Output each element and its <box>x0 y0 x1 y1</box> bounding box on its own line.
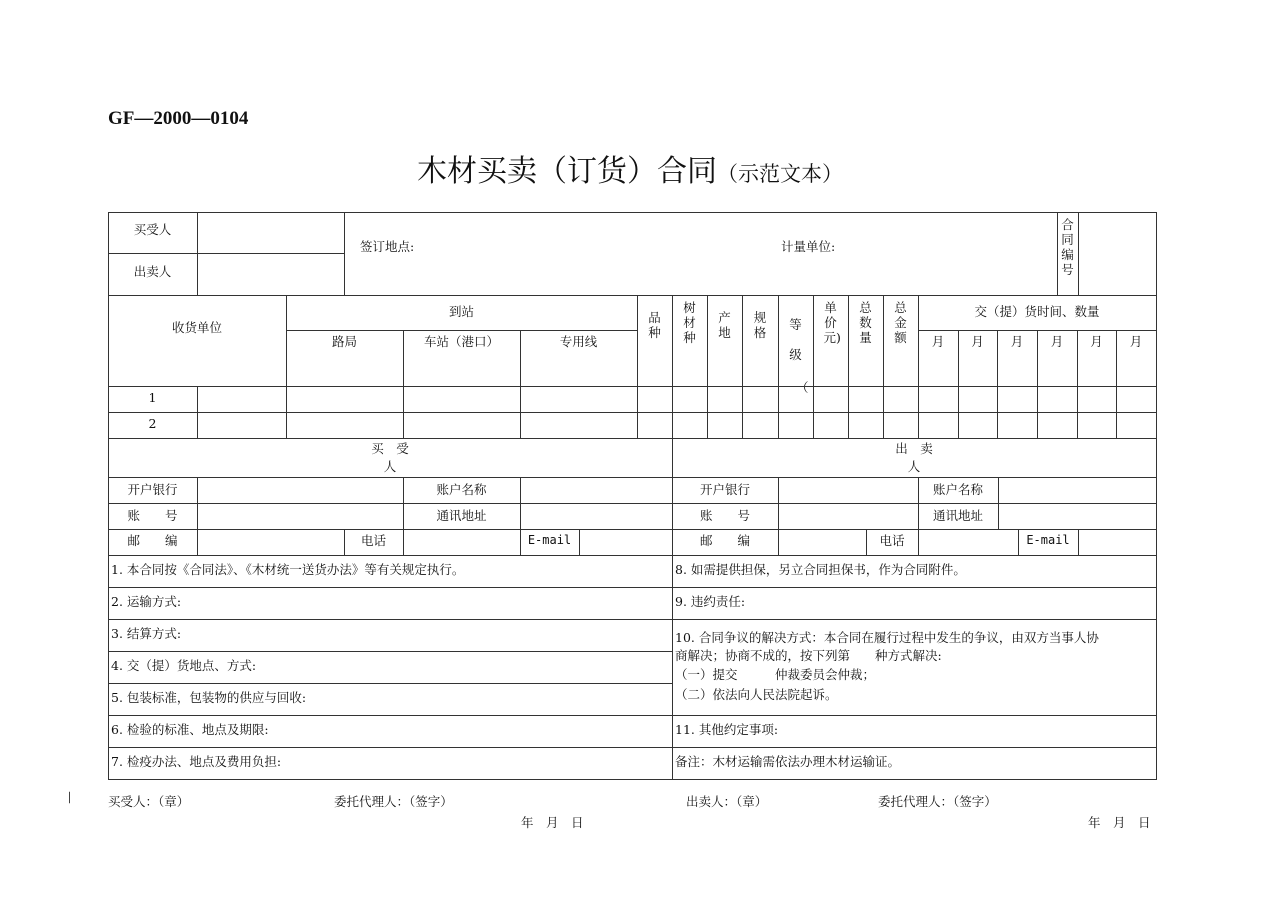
term-3: 3. 结算方式: <box>111 626 182 641</box>
origin-label: 产地 <box>718 310 731 340</box>
goods-row-1-cell[interactable] <box>997 386 1038 413</box>
goods-row-2-cell[interactable] <box>1116 412 1157 439</box>
railway-label: 路局 <box>331 334 357 349</box>
buyer-header-label: 买 受 <box>371 441 409 456</box>
term-3-cell[interactable] <box>108 619 673 652</box>
grade-paren: （ <box>796 380 809 395</box>
total-amount-label: 总金额 <box>894 300 907 345</box>
buyer-date: 年 月 日 <box>521 815 584 830</box>
buyer-bank-label: 开户银行 <box>127 482 178 497</box>
seller-account-no-label: 账 号 <box>699 508 750 523</box>
buyer-account-no-field[interactable] <box>197 503 404 530</box>
goods-row-1-cell[interactable] <box>742 386 779 413</box>
goods-row-2-cell[interactable] <box>637 412 673 439</box>
seller-email-label: E-mail <box>1026 533 1070 547</box>
sign-place-label: 签订地点: <box>360 239 415 254</box>
goods-row-2-cell[interactable] <box>1037 412 1078 439</box>
goods-row-1-cell[interactable] <box>883 386 919 413</box>
goods-row-2-cell[interactable] <box>848 412 884 439</box>
term-1: 1. 本合同按《合同法》、《木材统一送货办法》等有关规定执行。 <box>111 562 465 577</box>
term-2: 2. 运输方式: <box>111 594 182 609</box>
buyer-account-name-field[interactable] <box>520 477 673 504</box>
buyer-label: 买受人 <box>133 222 172 237</box>
goods-row-1-cell[interactable] <box>707 386 743 413</box>
page-title <box>0 146 1260 190</box>
buyer-email-label: E-mail <box>527 533 572 547</box>
seller-address-field[interactable] <box>998 503 1157 530</box>
buyer-email-field[interactable] <box>579 529 673 556</box>
grade-label: 等级 <box>789 317 802 362</box>
contract-no-label: 合同编号 <box>1061 217 1074 277</box>
seller-address-label: 通讯地址 <box>932 508 983 523</box>
goods-row-1-cell[interactable] <box>813 386 849 413</box>
receiver-label: 收货单位 <box>171 320 222 335</box>
seller-sign: 出卖人：（章） <box>686 794 768 809</box>
buyer-account-no-label: 账 号 <box>127 508 178 523</box>
goods-row-1-cell[interactable] <box>197 386 287 413</box>
species-label: 树材种 <box>683 300 696 345</box>
goods-row-1-cell[interactable] <box>637 386 673 413</box>
note: 备注：木材运输需依法办理木材运输证。 <box>675 754 901 769</box>
term-5: 5. 包装标准，包装物的供应与回收: <box>111 690 307 705</box>
variety-label-cell <box>637 295 673 387</box>
contract-no-field[interactable] <box>1078 212 1157 296</box>
buyer-phone-label: 电话 <box>360 533 386 548</box>
seller-header-label-2: 人 <box>907 459 921 474</box>
buyer-phone-field[interactable] <box>403 529 521 556</box>
buyer-address-field[interactable] <box>520 503 673 530</box>
goods-row-1-cell[interactable] <box>403 386 521 413</box>
sign-place-cell <box>344 212 1058 296</box>
goods-row-2-cell[interactable] <box>958 412 998 439</box>
goods-row-2-cell[interactable] <box>813 412 849 439</box>
buyer-address-label: 通讯地址 <box>436 508 487 523</box>
seller-account-no-field[interactable] <box>778 503 919 530</box>
goods-row-2-cell[interactable] <box>997 412 1038 439</box>
term-11: 11. 其他约定事项: <box>675 722 779 737</box>
goods-row-1-cell[interactable] <box>848 386 884 413</box>
buyer-agent-sign: 委托代理人：（签字） <box>334 794 453 809</box>
spec-label-cell <box>742 295 779 387</box>
goods-row-1-cell[interactable] <box>520 386 638 413</box>
goods-row-2-cell[interactable] <box>1077 412 1117 439</box>
goods-row-1-cell[interactable] <box>672 386 708 413</box>
line-label: 专用线 <box>559 334 598 349</box>
seller-agent-sign: 委托代理人：（签字） <box>878 794 997 809</box>
measure-unit-label: 计量单位: <box>781 239 836 254</box>
contract-form <box>108 212 1156 780</box>
receiver-header <box>108 295 287 387</box>
month-label-1: 月 <box>931 334 945 349</box>
goods-row-2-cell[interactable] <box>918 412 959 439</box>
buyer-name-field[interactable] <box>197 212 345 254</box>
month-label-4: 月 <box>1050 334 1064 349</box>
goods-row-2-cell[interactable] <box>883 412 919 439</box>
total-qty-label: 总数量 <box>859 300 872 345</box>
goods-row-2-cell[interactable] <box>778 412 814 439</box>
seller-account-name-field[interactable] <box>998 477 1157 504</box>
goods-row-1-cell[interactable] <box>778 386 814 413</box>
term-7: 7. 检疫办法、地点及费用负担: <box>111 754 282 769</box>
term-10-line-2: 商解决；协商不成的，按下列第 种方式解决: <box>675 648 942 663</box>
seller-postcode-label: 邮 编 <box>699 533 750 548</box>
seller-header-label: 出 卖 <box>895 441 933 456</box>
goods-row-1-cell[interactable] <box>1077 386 1117 413</box>
buyer-postcode-label: 邮 编 <box>127 533 178 548</box>
title-main: 木材买卖（订货）合同 <box>417 154 717 189</box>
goods-row-2-cell[interactable] <box>707 412 743 439</box>
seller-account-name-label: 账户名称 <box>932 482 983 497</box>
goods-row-1-cell[interactable] <box>1116 386 1157 413</box>
term-8: 8. 如需提供担保，另立合同担保书，作为合同附件。 <box>675 562 966 577</box>
goods-row-1-cell[interactable] <box>958 386 998 413</box>
seller-email-field[interactable] <box>1078 529 1157 556</box>
origin-label-cell <box>707 295 743 387</box>
goods-row-1-cell[interactable] <box>286 386 404 413</box>
month-label-2: 月 <box>971 334 984 349</box>
row-number-2: 2 <box>148 416 157 431</box>
buyer-bank-field[interactable] <box>197 477 404 504</box>
month-label-6: 月 <box>1129 334 1143 349</box>
station-label: 到站 <box>448 304 474 319</box>
goods-row-1-cell[interactable] <box>1037 386 1078 413</box>
seller-postcode-field[interactable] <box>778 529 867 556</box>
goods-row-2-cell[interactable] <box>403 412 521 439</box>
goods-row-2-cell[interactable] <box>520 412 638 439</box>
goods-row-2-cell[interactable] <box>286 412 404 439</box>
row-number-1: 1 <box>148 390 157 405</box>
unit-price-label: 单价元) <box>823 300 841 345</box>
seller-bank-label: 开户银行 <box>699 482 750 497</box>
goods-row-2-cell[interactable] <box>197 412 287 439</box>
buyer-sign: 买受人：（章） <box>108 794 190 809</box>
form-code: GF—2000—0104 <box>108 108 249 129</box>
goods-row-2-cell[interactable] <box>672 412 708 439</box>
page-mark: — <box>62 791 78 804</box>
term-10-line-4: （二）依法向人民法院起诉。 <box>675 687 838 702</box>
buyer-header-label-2: 人 <box>383 459 397 474</box>
term-4: 4. 交（提）货地点、方式: <box>111 658 257 673</box>
buyer-account-name-label: 账户名称 <box>436 482 487 497</box>
goods-row-2-cell[interactable] <box>742 412 779 439</box>
spec-label: 规格 <box>753 310 767 340</box>
seller-name-field[interactable] <box>197 253 345 296</box>
seller-date: 年 月 日 <box>1088 815 1151 830</box>
term-9: 9. 违约责任: <box>675 594 746 609</box>
delivery-label: 交（提）货时间、数量 <box>974 304 1100 319</box>
port-label: 车站（港口） <box>423 334 499 349</box>
title-sub: （示范文本） <box>717 162 843 186</box>
month-label-5: 月 <box>1090 334 1103 349</box>
buyer-postcode-field[interactable] <box>197 529 345 556</box>
seller-label: 出卖人 <box>133 264 172 279</box>
seller-phone-label: 电话 <box>879 533 905 548</box>
month-label-3: 月 <box>1010 334 1024 349</box>
term-2-cell[interactable] <box>108 587 673 620</box>
seller-phone-field[interactable] <box>918 529 1019 556</box>
term-6: 6. 检验的标准、地点及期限: <box>111 722 269 737</box>
term-10-line-3: （一）提交 仲裁委员会仲裁； <box>675 667 876 682</box>
term-10-line-1: 10. 合同争议的解决方式：本合同在履行过程中发生的争议，由双方当事人协 <box>675 630 1099 645</box>
seller-bank-field[interactable] <box>778 477 919 504</box>
goods-row-1-cell[interactable] <box>918 386 959 413</box>
variety-label: 品种 <box>648 310 661 340</box>
